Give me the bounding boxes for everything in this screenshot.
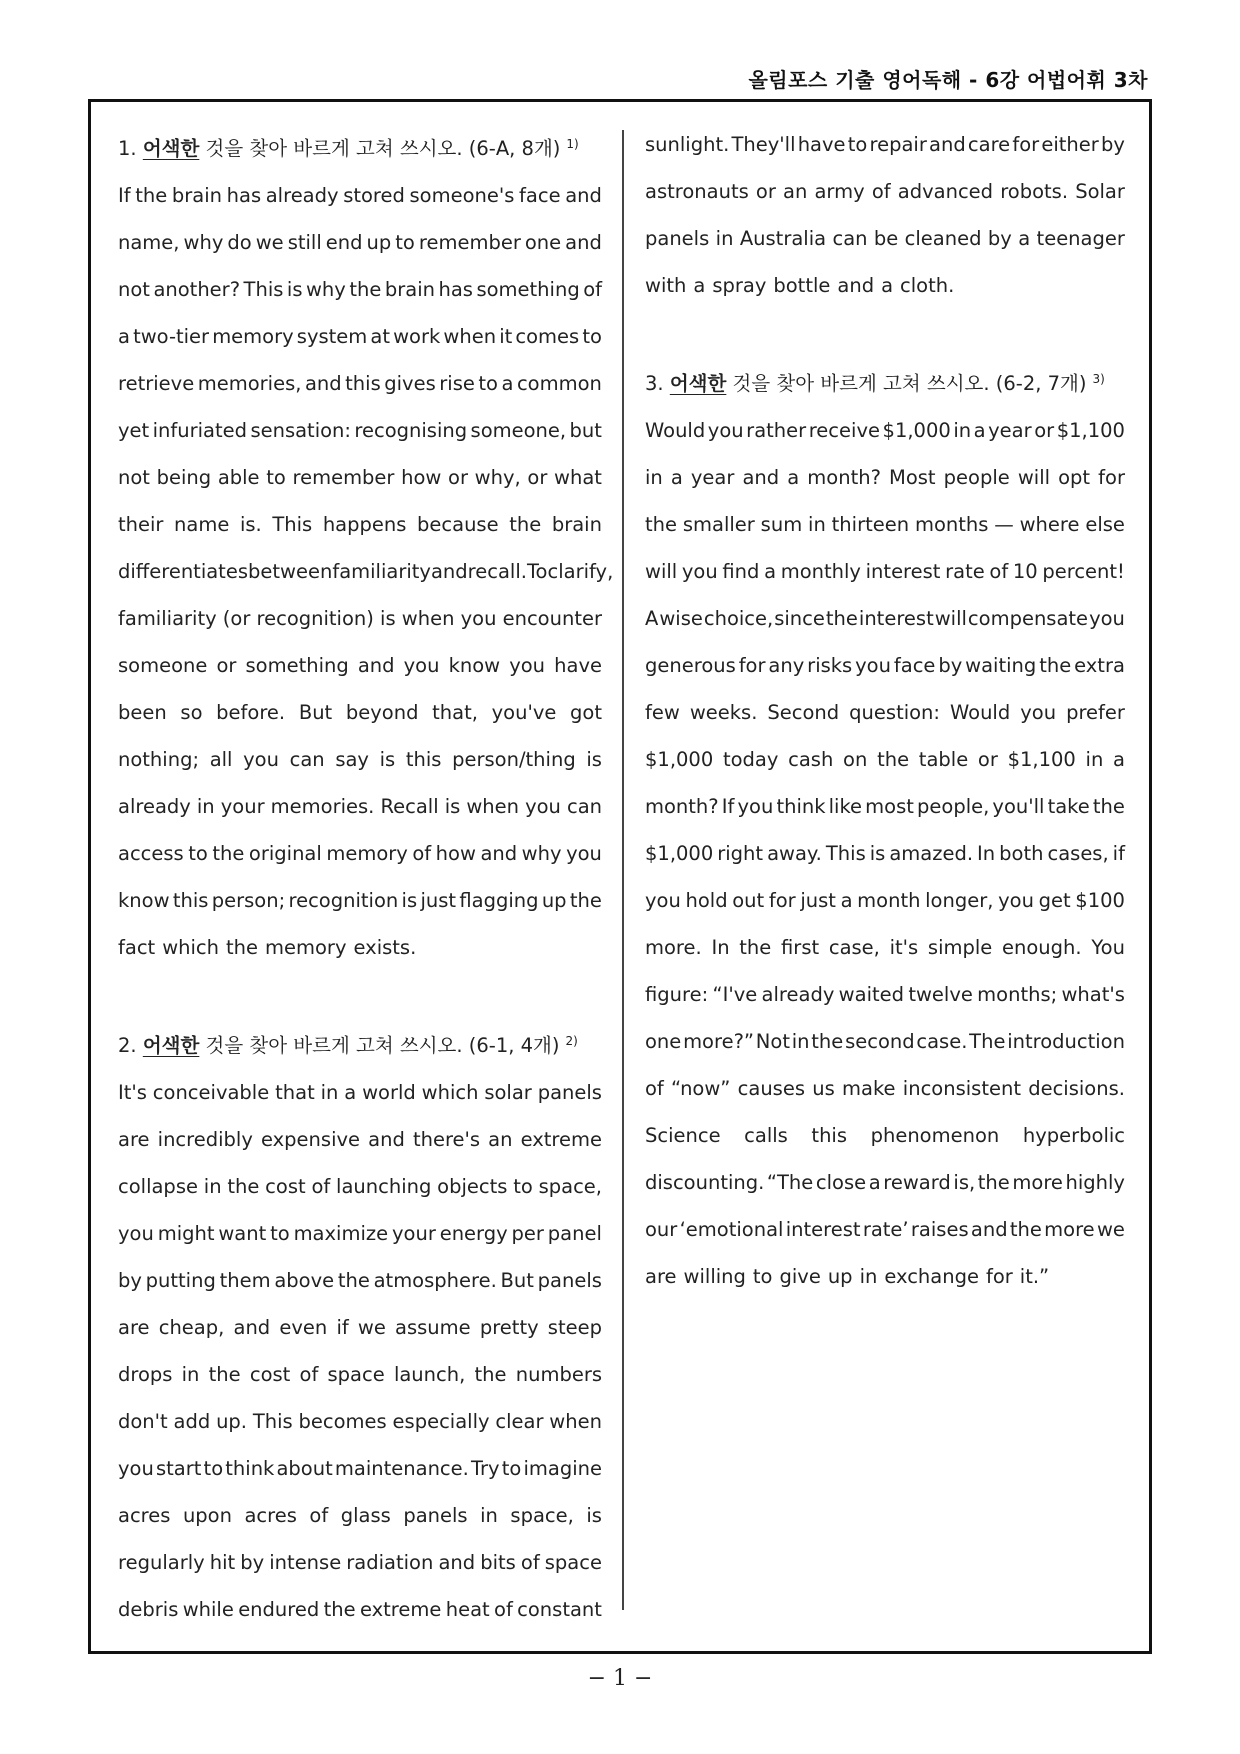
passage-line: in a year and a month? Most people will opt for <box>645 466 1125 489</box>
passage-line: drops in the cost of space launch, the numbers <box>118 1363 602 1386</box>
passage-line: yet infuriated sensation: recognising someone, but <box>118 419 602 442</box>
question-3-number: 3. <box>645 372 664 395</box>
question-2-number: 2. <box>118 1034 137 1057</box>
question-1-number: 1. <box>118 137 137 160</box>
passage-line: don't add up. This becomes especially clear when <box>118 1410 602 1433</box>
passage-line: It's conceivable that in a world which solar panels <box>118 1081 602 1104</box>
passage-line: you start to think about maintenance. Try to imagine <box>118 1457 602 1480</box>
passage-line: retrieve memories, and this gives rise to a common <box>118 372 602 395</box>
passage-line: access to the original memory of how and why you <box>118 842 602 865</box>
question-2-heading <box>118 1018 602 1069</box>
passage-line: acres upon acres of glass panels in space, is <box>118 1504 602 1527</box>
question-2-instruction: 것을 찾아 바르게 고쳐 쓰시오. (6-1, 4개) <box>205 1034 560 1057</box>
passage-line: of “now” causes us make inconsistent decisions. <box>645 1077 1125 1100</box>
question-3-heading <box>645 356 1125 407</box>
passage-line: not another? This is why the brain has something of <box>118 278 602 301</box>
passage-line: you might want to maximize your energy per panel <box>118 1222 602 1245</box>
passage-line: been so before. But beyond that, you've got <box>118 701 602 724</box>
passage-line: discounting. “The close a reward is, the more highly <box>645 1171 1125 1194</box>
passage-line: astronauts or an army of advanced robots. Solar <box>645 180 1125 203</box>
passage-line: already in your memories. Recall is when you can <box>118 795 602 818</box>
passage-line: If the brain has already stored someone's face and <box>118 184 602 207</box>
question-2-passage <box>118 1069 602 1633</box>
passage-line: name, why do we still end up to remember one and <box>118 231 602 254</box>
passage-line: figure: “I've already waited twelve months; what's <box>645 983 1125 1006</box>
question-3-keyword: 어색한 <box>669 372 727 395</box>
question-3-passage <box>645 407 1125 1300</box>
page-number: − 1 − <box>587 1666 653 1691</box>
question-2-keyword: 어색한 <box>142 1034 200 1057</box>
question-1-footnote: 1) <box>566 137 579 151</box>
passage-line: one more?” Not in the second case. The introduction <box>645 1030 1125 1053</box>
question-1-instruction: 것을 찾아 바르게 고쳐 쓰시오. (6-A, 8개) <box>205 137 561 160</box>
question-2-passage-continued <box>645 121 1125 309</box>
left-column <box>118 121 614 1633</box>
passage-line: $1,000 today cash on the table or $1,100 in a <box>645 748 1125 771</box>
question-1-passage <box>118 172 614 971</box>
passage-line: the smaller sum in thirteen months — where else <box>645 513 1125 536</box>
passage-line: fact which the memory exists. <box>118 936 417 959</box>
passage-line: sunlight. They'll have to repair and care for either by <box>645 133 1125 156</box>
passage-line: nothing; all you can say is this person/thing is <box>118 748 602 771</box>
passage-line: generous for any risks you face by waiting the extra <box>645 654 1125 677</box>
passage-line: their name is. This happens because the brain <box>118 513 602 536</box>
passage-line: more. In the first case, it's simple enough. You <box>645 936 1125 959</box>
question-3-instruction: 것을 찾아 바르게 고쳐 쓰시오. (6-2, 7개) <box>732 372 1087 395</box>
passage-line: $1,000 right away. This is amazed. In both cases, if <box>645 842 1125 865</box>
passage-line: are incredibly expensive and there's an extreme <box>118 1128 602 1151</box>
question-2-footnote: 2) <box>565 1034 578 1048</box>
question-1-keyword: 어색한 <box>142 137 200 160</box>
passage-line: collapse in the cost of launching objects to space, <box>118 1175 602 1198</box>
passage-line: someone or something and you know you have <box>118 654 602 677</box>
passage-line: regularly hit by intense radiation and bits of space <box>118 1551 602 1574</box>
passage-line: not being able to remember how or why, or what <box>118 466 602 489</box>
passage-line: our ‘emotional interest rate’ raises and the more we <box>645 1218 1125 1241</box>
passage-line: debris while endured the extreme heat of constant <box>118 1598 602 1621</box>
passage-line: month? If you think like most people, you'll take the <box>645 795 1125 818</box>
passage-line: a two-tier memory system at work when it comes to <box>118 325 602 348</box>
passage-line: A wise choice, since the interest will compensate you <box>645 607 1125 630</box>
passage-line: few weeks. Second question: Would you prefer <box>645 701 1125 724</box>
passage-line: are willing to give up in exchange for it.” <box>645 1265 1050 1288</box>
passage-line: by putting them above the atmosphere. But panels <box>118 1269 602 1292</box>
question-3-footnote: 3) <box>1092 372 1105 386</box>
passage-line: with a spray bottle and a cloth. <box>645 274 955 297</box>
document-header-title: 올림포스 기출 영어독해 - 6강 어법어휘 3차 <box>748 68 1148 92</box>
column-divider <box>622 130 624 1610</box>
right-column <box>645 121 1125 1300</box>
passage-line: familiarity (or recognition) is when you encounter <box>118 607 602 630</box>
passage-line: you hold out for just a month longer, you get $100 <box>645 889 1125 912</box>
passage-line: know this person; recognition is just flagging up the <box>118 889 602 912</box>
question-1-heading <box>118 121 602 172</box>
passage-line: Science calls this phenomenon hyperbolic <box>645 1124 1125 1147</box>
passage-line: Would you rather receive $1,000 in a year or $1,100 <box>645 419 1125 442</box>
passage-line: will you find a monthly interest rate of 10 percent! <box>645 560 1125 583</box>
passage-line: differentiates between familiarity and recall. To clarify, <box>118 560 614 583</box>
passage-line: are cheap, and even if we assume pretty steep <box>118 1316 602 1339</box>
passage-line: panels in Australia can be cleaned by a teenager <box>645 227 1125 250</box>
